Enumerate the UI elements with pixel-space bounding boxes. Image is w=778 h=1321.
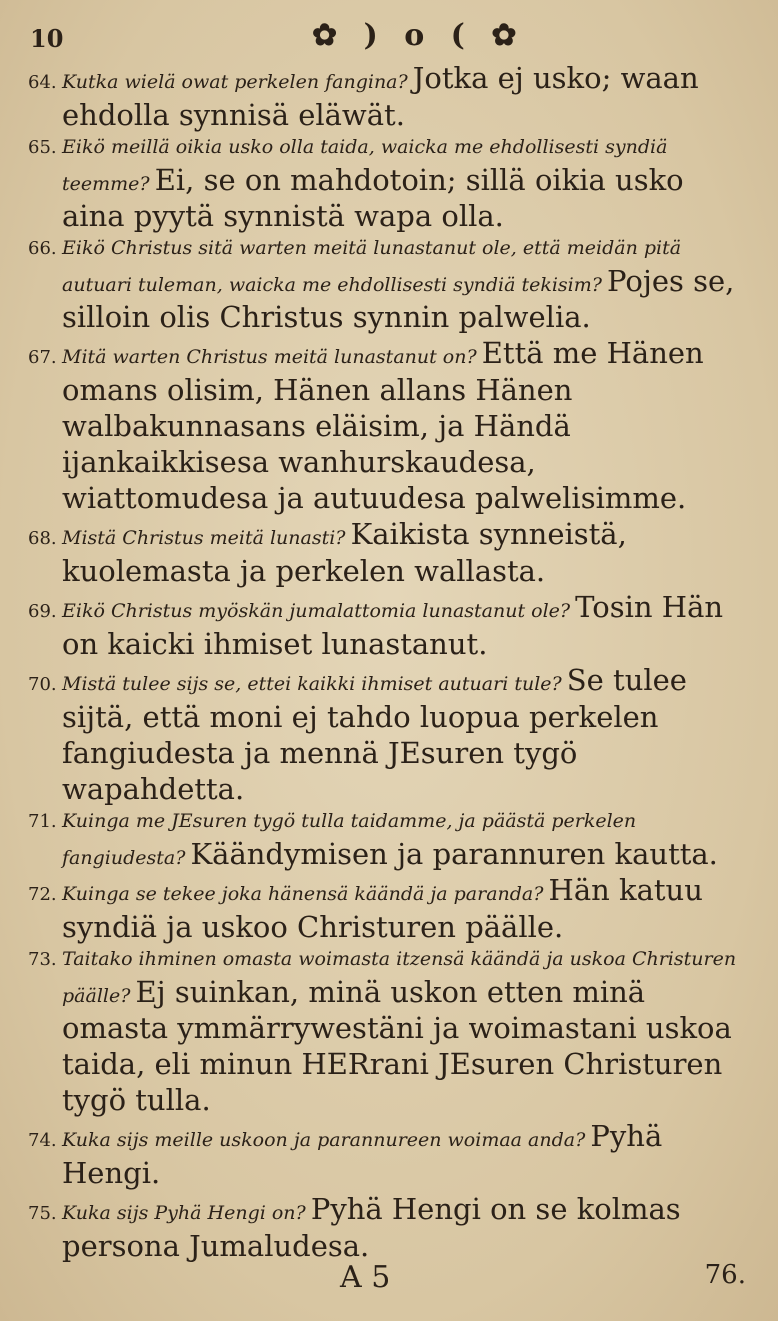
question-text: 66. Eikö Christus sitä warten meitä lunastanut ole, että meidän pitä autuari tuleman, waicka me ehdollisesti syndiä tekisim? [28, 237, 682, 296]
page-header [30, 10, 748, 60]
entry-68 [28, 516, 748, 589]
entry-72 [28, 872, 748, 945]
answer-text: Se tulee sijtä, että moni ej tahdo luopua perkelen fangiudesta ja mennä JEsuren tygö wapahdetta. [62, 663, 687, 806]
entry-73 [28, 945, 748, 1118]
entry-number: 69. [28, 601, 57, 622]
entry-74 [28, 1118, 748, 1191]
entry-66 [28, 234, 748, 335]
answer-text: Ej suinkan, minä uskon etten minä omasta ymmärrywestäni ja woimastani uskoa taida, eli minun HERrani JEsuren Christuren tygö tulla. [62, 975, 732, 1117]
question-text: 71. Kuinga me JEsuren tygö tulla taidamme, ja päästä perkelen fangiudesta? [28, 810, 637, 869]
answer-text: Pojes se, silloin olis Christus synnin palwelia. [62, 264, 735, 334]
signature-mark: A 5 [340, 1260, 391, 1295]
answer-text: Että me Hänen omans olisim, Hänen allans Hänen walbakunnasans eläisim, ja Händä ijankaikkisesa wanhurskaudesa, wiattomudesa ja autuudesa palwelisimme. [62, 336, 704, 515]
page-number: 10 [30, 24, 64, 53]
entry-67 [28, 335, 748, 516]
catchword: 76. [704, 1260, 746, 1290]
entry-number: 73. [28, 949, 57, 970]
page-footer [0, 1260, 778, 1310]
entry-65 [28, 133, 748, 234]
question-text: 75. Kuka sijs Pyhä Hengi on? [62, 1202, 306, 1224]
entry-number: 75. [28, 1203, 57, 1224]
entry-number: 66. [28, 238, 57, 259]
entry-number: 64. [28, 72, 57, 93]
entry-71 [28, 807, 748, 872]
question-text: 68. Mistä Christus meitä lunasti? [62, 527, 346, 549]
entry-number: 65. [28, 137, 57, 158]
entry-number: 74. [28, 1130, 57, 1151]
answer-text: Pyhä Hengi. [62, 1119, 663, 1190]
answer-text: Hän katuu syndiä ja uskoo Christuren päälle. [62, 873, 703, 944]
answer-text: Kaikista synneistä, kuolemasta ja perkelen wallasta. [62, 517, 627, 588]
question-text: 72. Kuinga se tekee joka hänensä käändä ja paranda? [62, 883, 543, 905]
entry-number: 67. [28, 347, 57, 368]
entry-64 [28, 60, 748, 133]
answer-text: Pyhä Hengi on se kolmas persona Jumaludesa. [62, 1192, 681, 1263]
question-text: 70. Mistä tulee sijs se, ettei kaikki ihmiset autuari tule? [62, 673, 562, 695]
question-text: 67. Mitä warten Christus meitä lunastanut on? [62, 346, 477, 368]
header-ornament: ✿ ) o ( ✿ [312, 18, 525, 53]
question-text: 65. Eikö meillä oikia usko olla taida, waicka me ehdollisesti syndiä teemme? [28, 136, 668, 195]
answer-text: Tosin Hän on kaicki ihmiset lunastanut. [62, 590, 724, 661]
entry-number: 70. [28, 674, 57, 695]
entry-70 [28, 662, 748, 807]
entry-number: 72. [28, 884, 57, 905]
answer-text: Jotka ej usko; waan ehdolla synnisä eläwät. [62, 61, 699, 132]
question-text: 64. Kutka wielä owat perkelen fangina? [62, 71, 408, 93]
answer-text: Käändymisen ja parannuren kautta. [190, 837, 718, 871]
catechism-entries [28, 60, 748, 1264]
entry-number: 68. [28, 528, 57, 549]
answer-text: Ei, se on mahdotoin; sillä oikia usko aina pyytä synnistä wapa olla. [62, 163, 684, 233]
entry-number: 71. [28, 811, 57, 832]
question-text: 73. Taitako ihminen omasta woimasta itzensä käändä ja uskoa Christuren päälle? [28, 948, 737, 1007]
entry-69 [28, 589, 748, 662]
question-text: 74. Kuka sijs meille uskoon ja parannureen woimaa anda? [62, 1129, 585, 1151]
entry-75 [28, 1191, 748, 1264]
question-text: 69. Eikö Christus myöskän jumalattomia lunastanut ole? [62, 600, 570, 622]
